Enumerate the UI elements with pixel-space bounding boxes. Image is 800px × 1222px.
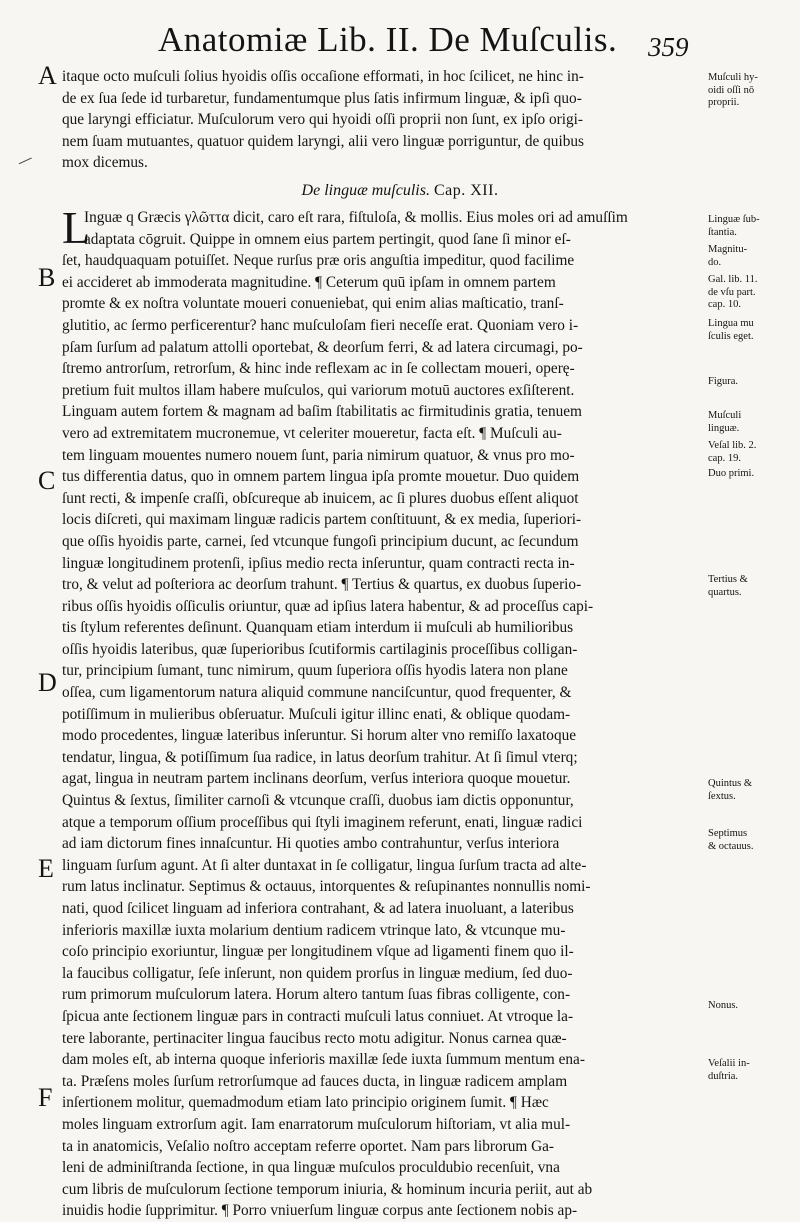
page-number: 359 bbox=[648, 32, 689, 62]
side-note: Veſal lib. 2. cap. 19. bbox=[708, 440, 757, 464]
text-line: ad iam dictorum fines innaſcuntur. Hi quoties ambo contrahuntur, verſus interiora bbox=[62, 835, 560, 853]
dropcap-letter: L bbox=[62, 202, 91, 253]
section-letter-d: D bbox=[38, 668, 57, 697]
text-line: inſertionem molitur, quemadmodum etiam lato principio originem ſumit. ¶ Hæc bbox=[62, 1094, 549, 1112]
side-note: Veſalii in- duſtria. bbox=[708, 1058, 750, 1082]
chapter-number: Cap. XII. bbox=[433, 182, 499, 199]
text-line: glutitio, ac ſermo perficerentur? hanc muſculoſam fieri neceſſe erat. Quoniam vero i- bbox=[62, 316, 579, 334]
text-line: ei accideret ab immoderata magnitudine. ¶ Ceterum quū ipſam in omnem partem bbox=[62, 273, 556, 291]
chapter-title: De linguæ muſculis. bbox=[301, 182, 430, 199]
text-line: moles linguam extrorſum agit. Iam enarratorum muſculorum hiſtoriam, vt alia mul- bbox=[62, 1115, 571, 1133]
text-line: locis diſcreti, qui maximam linguæ radicis partem conſtituunt, & ex media, ſuperiori- bbox=[62, 511, 582, 529]
text-line: coſo principio exoriuntur, linguæ per longitudinem vſque ad ligamenti finem quo il- bbox=[62, 943, 574, 961]
text-line: vero ad extremitatem mucronemue, vt celeriter moueretur, facta eſt. ¶ Muſculi au- bbox=[62, 424, 562, 442]
text-line: la faucibus colligatur, ſeſe inſerunt, non quidem prorſus in linguæ medium, ſed duo- bbox=[62, 964, 573, 982]
side-note: Duo primi. bbox=[708, 468, 755, 479]
text-line: itaque octo muſculi ſolius hyoidis oſſis occaſione efformati, in hoc ſcilicet, ne hinc in- bbox=[62, 68, 584, 85]
text-line: tere laborante, pertinaciter lingua faucibus recto motu adigitur. Nonus carnea quæ- bbox=[62, 1029, 567, 1047]
text-line: ſtremo antrorſum, retrorſum, & hinc inde reflexam ac in ſe collectam moueri, operę- bbox=[62, 360, 575, 378]
text-line: pretium fuit multos illam habere muſculos, qui variorum motuū auctores exſiſterent. bbox=[62, 381, 575, 399]
text-line: pſam ſurſum ad palatum attolli oportebat, & deorſum ferri, & ad latera circumagi, po- bbox=[62, 338, 583, 356]
side-note: Nonus. bbox=[708, 1000, 739, 1011]
text-line: tus differentia datus, quo in omnem partem lingua ipſa promte mouetur. Duo quidem bbox=[62, 468, 580, 486]
section-letter-b: B bbox=[38, 263, 56, 292]
text-line: dam moles eſt, ab interna quoque inferioris maxillæ ſede iuxta ſummum mentum ena- bbox=[62, 1051, 585, 1069]
text-line: ta. Præſens moles ſurſum retrorſumque ad fauces ducta, in linguæ radicem amplam bbox=[62, 1072, 568, 1090]
text-line: tendatur, lingua, & potiſſimum ſua radice, in latus deorſum trahitur. At ſi ſimul vterq; bbox=[62, 748, 578, 766]
text-line: inferioris maxillæ iuxta molarium dentium radicem vtrinque lato, & vtcunque mu- bbox=[62, 921, 566, 939]
text-line: leni de adminiſtranda ſectione, in qua linguæ muſculos proculdubio recenſuit, vna bbox=[62, 1159, 560, 1177]
text-line: tur, principium ſumant, tunc nimirum, quum ſuperiora oſſis hyodis latera non plane bbox=[62, 662, 568, 680]
text-line: ſunt recti, & impenſe craſſi, obſcureque ab inuicem, ac ſi plures duobus eſſent aliquot bbox=[62, 489, 579, 507]
text-line: promte & ex noſtra voluntate moueri conueniebat, qui enim alias maſticatio, tranſ- bbox=[62, 295, 564, 313]
text-line: cum libris de muſculorum ſectione temporum iniuria, & hominum incuria periit, aut ab bbox=[62, 1180, 593, 1198]
text-line: oſſea, cum ligamentorum natura aliquid commune nanciſcuntur, quod frequenter, & bbox=[62, 684, 572, 702]
side-note: Muſculi linguæ. bbox=[708, 410, 742, 434]
text-line: tro, & velut ad poſteriora ac deorſum trahunt. ¶ Tertius & quartus, ex duobus ſuperio- bbox=[62, 576, 582, 594]
text-line: adaptata cōgruit. Quippe in omnem eius partem pertingit, quod ſane ſi minor eſ- bbox=[84, 230, 571, 248]
text-line: ſet, haudquaquam potuiſſet. Neque rurſus præ oris anguſtia impeditur, quod facilime bbox=[62, 252, 575, 270]
text-line: potiſſimum in mulieribus obſeruatur. Muſculi igitur illinc enati, & oblique quodam- bbox=[62, 705, 571, 723]
side-note: Muſculi hy- oidi oſſi nō proprii. bbox=[708, 72, 758, 108]
side-note: Septimus & octauus. bbox=[708, 828, 754, 852]
side-note: Lingua mu ſculis eget. bbox=[708, 318, 754, 342]
text-line: tis ſtylum referentes deſinunt. Quanquam etiam interdum ii muſculi ab humilioribus bbox=[62, 619, 574, 637]
text-line: que oſſis hyoidis parte, carnei, ſed vtcunque fungoſi principium ducunt, ac ſecundum bbox=[62, 532, 579, 550]
chapter-heading bbox=[0, 182, 800, 200]
text-line: nati, quod ſcilicet linguam ad inferiora contrahant, & ad latera inuoluant, a lateribus bbox=[62, 900, 574, 917]
intro-paragraph bbox=[62, 66, 712, 174]
side-note: Linguæ ſub- ſtantia. bbox=[708, 214, 760, 238]
text-line: linguæ longitudinem protenſi, ipſius medio recta inſeruntur, quam contracti recta in- bbox=[62, 554, 575, 572]
text-line: nem ſuam mutuantes, quatuor quidem laryngi, alii vero linguæ porriguntur, de quibus bbox=[62, 132, 584, 150]
page-header bbox=[0, 10, 800, 60]
main-text-column bbox=[62, 202, 712, 1222]
side-note: Figura. bbox=[708, 376, 739, 387]
section-letter-a: A bbox=[38, 61, 57, 90]
text-line: inuidis hodie ſupprimitur. ¶ Porro vniuerſum linguæ corpus ante ſectionem nobis ap- bbox=[62, 1202, 578, 1220]
text-line: ſpicua ante ſectionem linguæ pars in contracti muſculi latus conniuet. At vtroque la- bbox=[62, 1007, 574, 1025]
running-title: Anatomiæ Lib. II. De Muſculis. bbox=[158, 20, 618, 59]
side-note: Magnitu- do. bbox=[708, 244, 748, 268]
margin-tick-mark bbox=[19, 157, 35, 171]
text-line: oſſis hyoidis lateribus, quæ ſuperioribus ſcutiformis cartilaginis proceſſibus colligan- bbox=[62, 640, 578, 658]
text-line: rum primorum muſculorum latera. Horum altero tantum ſuas fibras colligente, con- bbox=[62, 986, 571, 1004]
side-note: Gal. lib. 11. de vſu part. cap. 10. bbox=[708, 274, 758, 310]
text-line: agat, lingua in neutram partem inclinans deorſum, verſus interiora quoque mouetur. bbox=[62, 770, 571, 788]
text-line: linguam ſurſum agunt. At ſi alter duntaxat in ſe colligatur, lingua ſurſum tracta ad alte- bbox=[62, 856, 587, 874]
section-letter-f: F bbox=[38, 1083, 53, 1112]
text-line: ribus oſſis hyoidis oſſiculis oriuntur, quæ ad ipſius latera habentur, & ad proceſſus capi- bbox=[62, 597, 594, 615]
side-note: Quintus & ſextus. bbox=[708, 778, 753, 802]
section-letter-c: C bbox=[38, 466, 56, 495]
text-line: que laryngi efficiatur. Muſculorum vero qui hyoidi oſſi proprii non ſunt, ex ipſo origi- bbox=[62, 111, 583, 129]
text-line: ta in anatomicis, Veſalio noſtro acceptam referre oportet. Nam pars librorum Ga- bbox=[62, 1137, 555, 1155]
text-line: tem linguam mouentes numero nouem ſunt, paria nimirum quatuor, & vnus pro mo- bbox=[62, 446, 575, 464]
text-line: mox dicemus. bbox=[62, 154, 148, 172]
section-letter-e: E bbox=[38, 854, 54, 883]
text-line: Quintus & ſextus, ſimiliter carnoſi & vtcunque craſſi, duobus iam dictis opponuntur, bbox=[62, 792, 574, 810]
text-line: rum latus inclinatur. Septimus & octauus, intorquentes & reſupinantes nonnullis nomi- bbox=[62, 878, 591, 896]
text-line: de ex ſua ſede id turbaretur, fundamentumque plus ſatis infirmum linguæ, & ipſi quo- bbox=[62, 89, 582, 107]
text-line: Linguam autem fortem & magnam ad baſim ſtabilitatis ac firmitudinis gratia, tenuem bbox=[62, 403, 582, 421]
text-line: atque a temporum oſſium proceſſibus qui ſtyli imaginem referunt, enati, linguæ radici bbox=[62, 813, 583, 831]
text-line: modo procedentes, linguæ lateribus inſeruntur. Si horum alter vno remiſſo laxatoque bbox=[62, 727, 577, 745]
side-note: Tertius & quartus. bbox=[708, 574, 748, 598]
text-line: Inguæ q Græcis γλῶττα dicit, caro eſt rara, fiſtuloſa, & mollis. Eius moles ori ad amuſſim bbox=[84, 209, 628, 226]
